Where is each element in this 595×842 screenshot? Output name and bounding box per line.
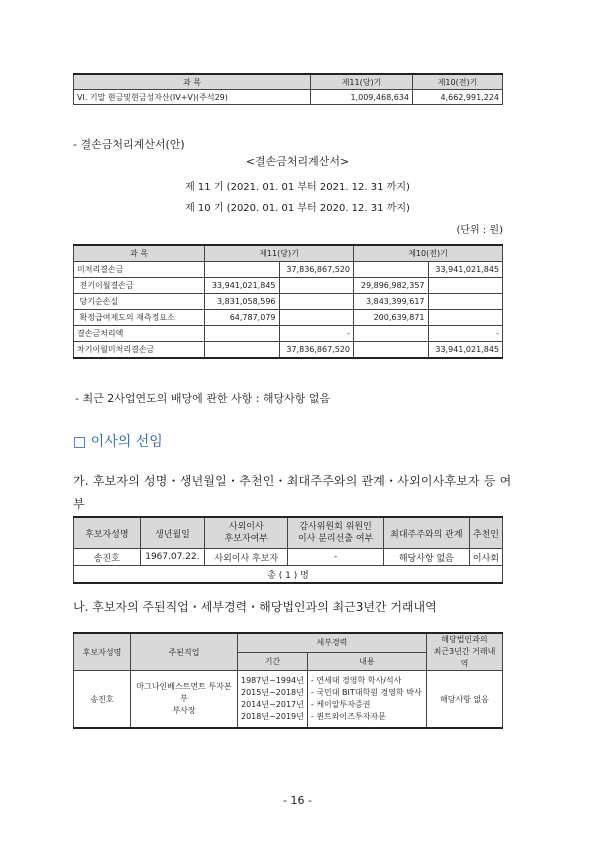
career-content-1: - 연세대 경영학 학사/석사: [310, 676, 402, 685]
deficit-row-label: 결손금처리액: [74, 326, 205, 342]
deficit-row-label: 차기이월미처리결손금: [74, 342, 205, 359]
career-content-2: - 국민대 BIT대학원 경영학 박사: [310, 688, 422, 697]
deficit-row-amount: [279, 310, 354, 326]
career-header-period: 기간: [238, 652, 308, 670]
dividend-note: - 최근 2사업연도의 배당에 관한 사항 : 해당사항 없음: [75, 392, 331, 405]
career-table: [73, 632, 503, 729]
header-outside-director: 사외이사 후보자여부: [205, 517, 288, 549]
deficit-row-amount: 33,941,021,845: [428, 262, 503, 278]
deficit-row-amount: [354, 342, 429, 359]
candidate-recommender: 이사회: [469, 549, 502, 566]
header-recommender: 추천인: [469, 517, 502, 549]
unit-label: (단위 : 원): [456, 225, 503, 236]
career-header-detail: 세부경력: [238, 633, 427, 652]
deficit-row-amount: [279, 294, 354, 310]
deficit-row-amount: 200,639,871: [354, 310, 429, 326]
deficit-row-amount: [279, 278, 354, 294]
deficit-header-prior: 제10(전)기: [354, 245, 503, 262]
deficit-row-amount: -: [279, 326, 354, 342]
career-content-3: - 케이알투자증권: [310, 700, 371, 709]
deficit-heading: - 결손금처리계산서(안): [73, 138, 185, 151]
deficit-row: [74, 294, 503, 310]
deficit-row: [74, 342, 503, 359]
cashflow-row-prior: 4,662,991,224: [413, 90, 503, 105]
cashflow-header-prior: 제10(전)기: [413, 74, 503, 90]
header-name: 후보자성명: [74, 517, 141, 549]
career-job: 마그나인베스트먼트 투자본부 부사장: [131, 671, 238, 729]
career-transactions: 해당사항 없음: [426, 671, 502, 729]
deficit-row-label: 당기순손실: [74, 294, 205, 310]
deficit-row-amount: 3,843,399,617: [354, 294, 429, 310]
deficit-row: [74, 310, 503, 326]
header-birthdate: 생년월일: [140, 517, 205, 549]
deficit-title: <결손금처리계산서>: [245, 155, 350, 168]
career-content-4: - 퀀트와이즈투자자문: [310, 712, 386, 721]
deficit-row-label: 전기이월결손금: [74, 278, 205, 294]
deficit-row-amount: 29,896,982,357: [354, 278, 429, 294]
deficit-row-amount: [428, 310, 503, 326]
career-header-name: 후보자성명: [74, 633, 131, 671]
cashflow-row-current: 1,009,468,634: [311, 90, 413, 105]
career-period-4: 2018년~2019년: [241, 712, 304, 721]
item-b-heading: 나. 후보자의 주된직업・세부경력・해당법인과의 최근3년간 거래내역: [73, 600, 437, 614]
career-name: 송진호: [74, 671, 131, 729]
career-period-2: 2015년~2018년: [241, 688, 304, 697]
deficit-row: [74, 326, 503, 342]
candidate-major-shareholder: 해당사항 없음: [383, 549, 469, 566]
candidate-name: 송진호: [74, 549, 141, 566]
deficit-table: [73, 244, 503, 359]
career-header-job: 주된직업: [131, 633, 238, 671]
period-prior: 제 10 기 (2020. 01. 01 부터 2020. 12. 31 까지): [185, 203, 410, 214]
deficit-row-amount: 33,941,021,845: [205, 278, 280, 294]
deficit-row-amount: -: [428, 326, 503, 342]
career-period-3: 2014년~2017년: [241, 700, 304, 709]
deficit-row-amount: 33,941,021,845: [428, 342, 503, 359]
deficit-row: [74, 262, 503, 278]
cashflow-header-account: 과 목: [74, 74, 311, 90]
item-a-heading: 가. 후보자의 성명・생년월일・추천인・최대주주와의 관계・사외이사후보자 등 여: [73, 474, 512, 488]
deficit-row-amount: [205, 342, 280, 359]
cashflow-row-label: VI. 기말 현금및현금성자산(IV+V)(주석29): [74, 90, 311, 105]
candidate-birthdate: 1967.07.22.: [140, 549, 205, 566]
deficit-row-amount: 37,836,867,520: [279, 262, 354, 278]
candidate-total: 총 ( 1 ) 명: [74, 566, 503, 584]
deficit-row-amount: 37,836,867,520: [279, 342, 354, 359]
deficit-row-amount: [205, 326, 280, 342]
deficit-header-current: 제11(당)기: [205, 245, 354, 262]
deficit-row-amount: 3,831,058,596: [205, 294, 280, 310]
deficit-header-account: 과 목: [74, 245, 205, 262]
career-period-1: 1987년~1994년: [241, 676, 304, 685]
deficit-row-amount: [428, 294, 503, 310]
director-section-title: □ 이사의 선임: [73, 434, 163, 450]
item-a-heading-cont: 부: [73, 497, 85, 511]
deficit-row-amount: [428, 278, 503, 294]
deficit-row-label: 확정급여제도의 재측정요소: [74, 310, 205, 326]
deficit-row-amount: 64,787,079: [205, 310, 280, 326]
candidate-outside-director: 사외이사 후보자: [205, 549, 288, 566]
header-major-shareholder: 최대주주와의 관계: [383, 517, 469, 549]
period-current: 제 11 기 (2021. 01. 01 부터 2021. 12. 31 까지): [185, 182, 410, 193]
career-header-transactions: 해당법인과의 최근3년간 거래내역: [426, 633, 502, 671]
candidate-audit-committee: -: [288, 549, 383, 566]
page-number: - 16 -: [283, 794, 312, 807]
header-audit-committee: 감사위원회 위원인 이사 분리선출 여부: [288, 517, 383, 549]
career-periods: [238, 671, 308, 729]
deficit-row-label: 미처리결손금: [74, 262, 205, 278]
career-contents: [307, 671, 426, 729]
deficit-row-amount: [354, 262, 429, 278]
deficit-row: [74, 278, 503, 294]
deficit-row-amount: [354, 326, 429, 342]
career-header-content: 내용: [307, 652, 426, 670]
cashflow-header-current: 제11(당)기: [311, 74, 413, 90]
deficit-row-amount: [205, 262, 280, 278]
cashflow-table: [73, 73, 503, 105]
candidate-table: [73, 516, 503, 584]
